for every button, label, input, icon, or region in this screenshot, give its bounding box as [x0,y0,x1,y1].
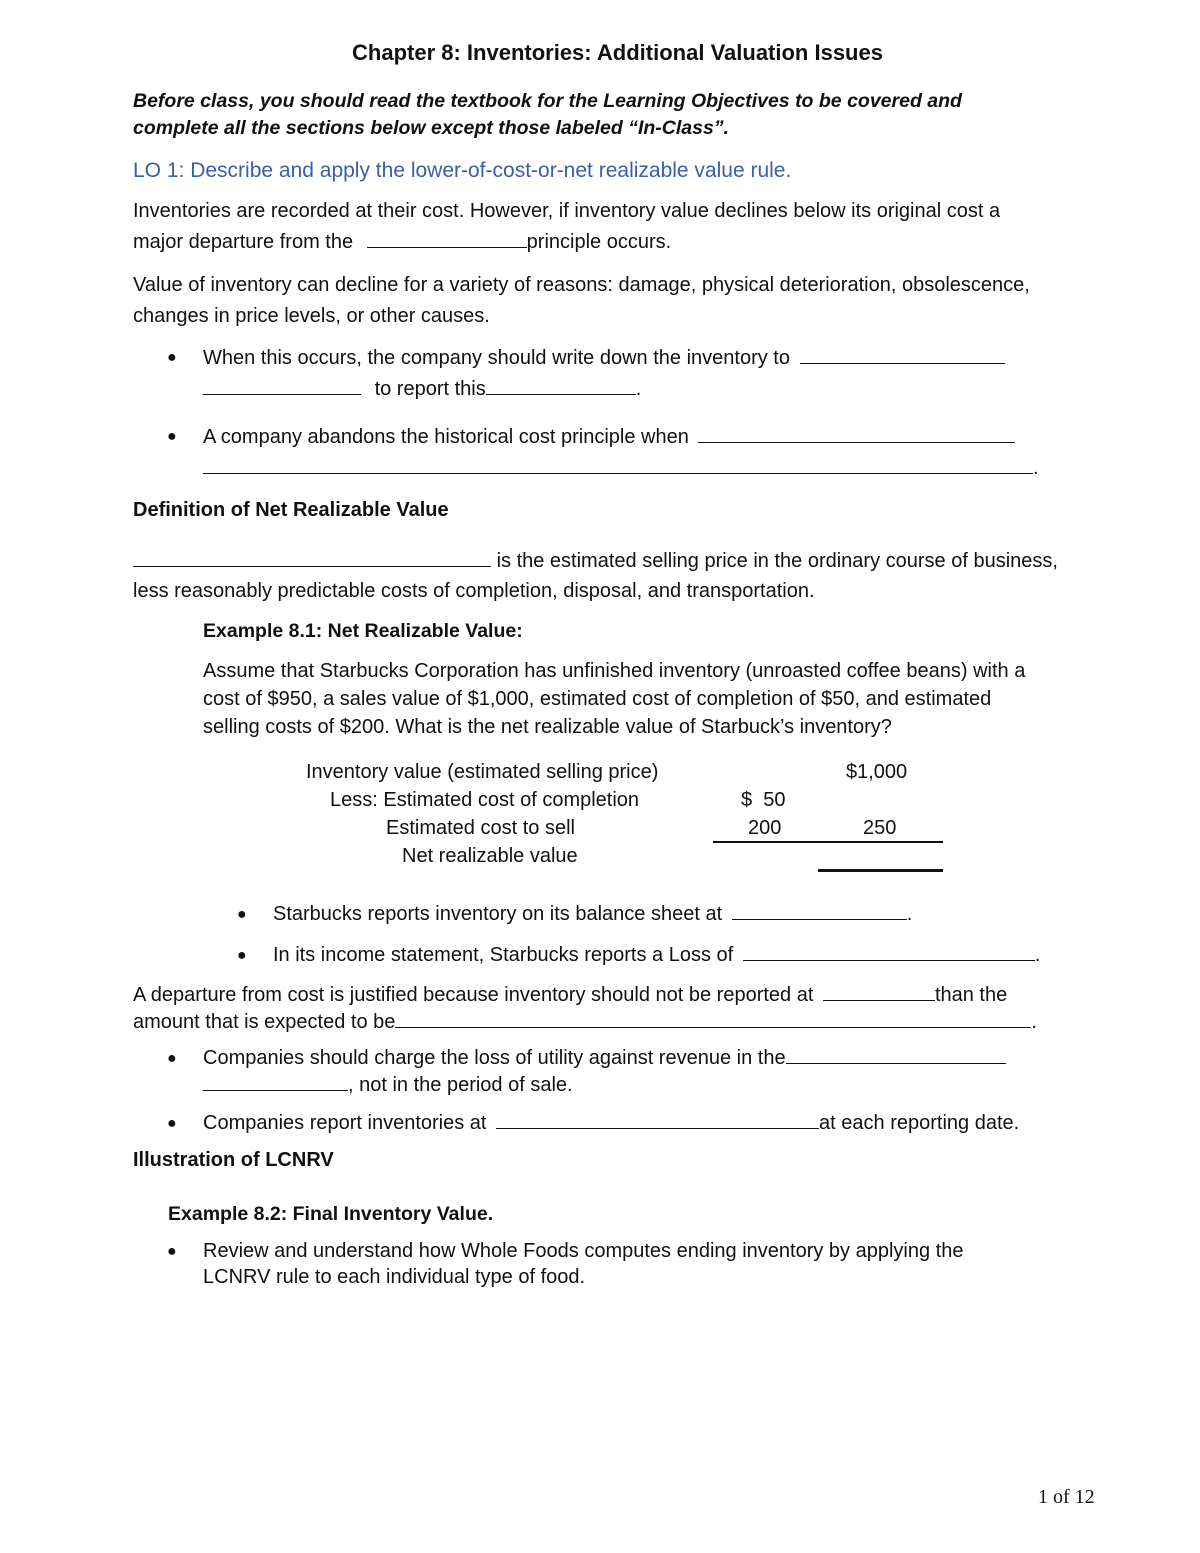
report-bullet-text: Companies report inventories at [203,1112,487,1134]
fill-in-blank[interactable] [133,550,491,567]
bullet-icon: ● [167,1243,177,1260]
para1-line-2 [133,231,671,254]
fill-in-blank[interactable] [732,903,907,920]
departure-line-2 [133,1011,1037,1034]
example-bullet-1 [273,903,912,926]
bullet1-text-2: to report this [374,378,486,400]
departure-text-2: than the [934,984,1008,1006]
table-row-2-value: $ 50 [741,789,786,811]
loss-bullet-text-2: , not in the period of sale. [348,1074,573,1096]
section-heading-lcnrv: Illustration of LCNRV [133,1149,334,1171]
table-row-4-label: Net realizable value [402,845,578,867]
bullet1-line-1 [203,347,1005,370]
fill-in-blank[interactable] [395,1011,1031,1028]
period: . [635,378,642,400]
para1-line-2-end: principle occurs. [526,231,672,253]
report-bullet-text-2: at each reporting date. [819,1112,1020,1134]
fill-in-blank[interactable] [203,378,361,395]
nrv-definition-text: is the estimated selling price in the ordinary course of business, [496,550,1058,572]
bullet-icon: ● [167,428,177,445]
example-8-2-line-1: Review and understand how Whole Foods computes ending inventory by applying the [203,1240,964,1262]
para1-line-1: Inventories are recorded at their cost. However, if inventory value declines below its original cost a [133,200,1001,222]
fill-in-blank[interactable] [203,1074,348,1091]
example-8-1-line-2: cost of $950, a sales value of $1,000, estimated cost of completion of $50, and estimated [203,688,992,710]
example-8-1-heading: Example 8.1: Net Realizable Value: [203,620,523,642]
section-heading-nrv: Definition of Net Realizable Value [133,499,449,521]
period: . [1033,457,1039,479]
para1-line-2-start: major departure from the [133,231,354,253]
fill-in-blank[interactable] [800,347,1005,364]
fill-in-blank[interactable] [823,984,935,1001]
page-number: 1 of 12 [1038,1486,1095,1508]
example-bullet-1-text: Starbucks reports inventory on its balance sheet at [273,903,723,925]
bullet-icon: ● [167,1115,177,1132]
fill-in-blank[interactable] [203,457,1033,474]
example-bullet-2 [273,944,1040,967]
fill-in-blank[interactable] [743,944,1035,961]
intro-line-1: Before class, you should read the textbook for the Learning Objectives to be covered and [133,90,962,112]
fill-in-blank[interactable] [367,231,527,248]
bullet2-line-1 [203,426,1015,449]
bullet-icon: ● [237,906,247,923]
example-8-2-line-2: LCNRV rule to each individual type of food. [203,1266,586,1288]
table-row-2-label: Less: Estimated cost of completion [330,789,640,811]
bullet2-line-2 [203,457,1039,480]
departure-text-1: A departure from cost is justified because inventory should not be reported at [133,984,814,1006]
bullet1-text: When this occurs, the company should write down the inventory to [203,347,790,369]
fill-in-blank[interactable] [496,1112,819,1129]
example-8-1-line-1: Assume that Starbucks Corporation has unfinished inventory (unroasted coffee beans) with a [203,660,1026,682]
para2-line-1: Value of inventory can decline for a variety of reasons: damage, physical deterioration, obsolescence, [133,274,1030,296]
departure-text-3: amount that is expected to be [133,1011,396,1033]
para2-line-2: changes in price levels, or other causes. [133,305,490,327]
fill-in-blank[interactable] [786,1047,1006,1064]
nrv-definition-line-1 [133,550,1058,573]
answer-line[interactable] [818,869,943,872]
bullet-icon: ● [167,349,177,366]
table-row-3-label: Estimated cost to sell [386,817,575,839]
table-underline [713,841,943,843]
loss-bullet-text: Companies should charge the loss of utility against revenue in the [203,1047,786,1069]
departure-line-1 [133,984,1007,1007]
table-row-1-label: Inventory value (estimated selling price) [306,761,659,783]
fill-in-blank[interactable] [486,378,636,395]
example-bullet-2-text: In its income statement, Starbucks reports a Loss of [273,944,734,966]
bullet-icon: ● [237,947,247,964]
bullet-icon: ● [167,1050,177,1067]
example-8-1-line-3: selling costs of $200. What is the net realizable value of Starbuck’s inventory? [203,716,892,738]
table-row-1-value: $1,000 [846,761,908,783]
table-row-3-total: 250 [863,817,897,839]
period: . [906,903,913,925]
period: . [1034,944,1041,966]
page-title: Chapter 8: Inventories: Additional Valuation Issues [352,40,883,65]
table-row-3-value: 200 [748,817,782,839]
learning-objective-1: LO 1: Describe and apply the lower-of-cost-or-net realizable value rule. [133,159,792,182]
nrv-definition-line-2: less reasonably predictable costs of completion, disposal, and transportation. [133,580,815,602]
example-8-2-heading: Example 8.2: Final Inventory Value. [168,1203,494,1225]
period: . [1031,1011,1037,1033]
loss-bullet-line-2 [203,1074,573,1097]
bullet1-line-2 [203,378,641,401]
bullet2-text: A company abandons the historical cost principle when [203,426,689,448]
loss-bullet-line-1 [203,1047,1006,1070]
fill-in-blank[interactable] [698,426,1015,443]
report-bullet [203,1112,1019,1135]
intro-line-2: complete all the sections below except those labeled “In-Class”. [133,117,730,139]
